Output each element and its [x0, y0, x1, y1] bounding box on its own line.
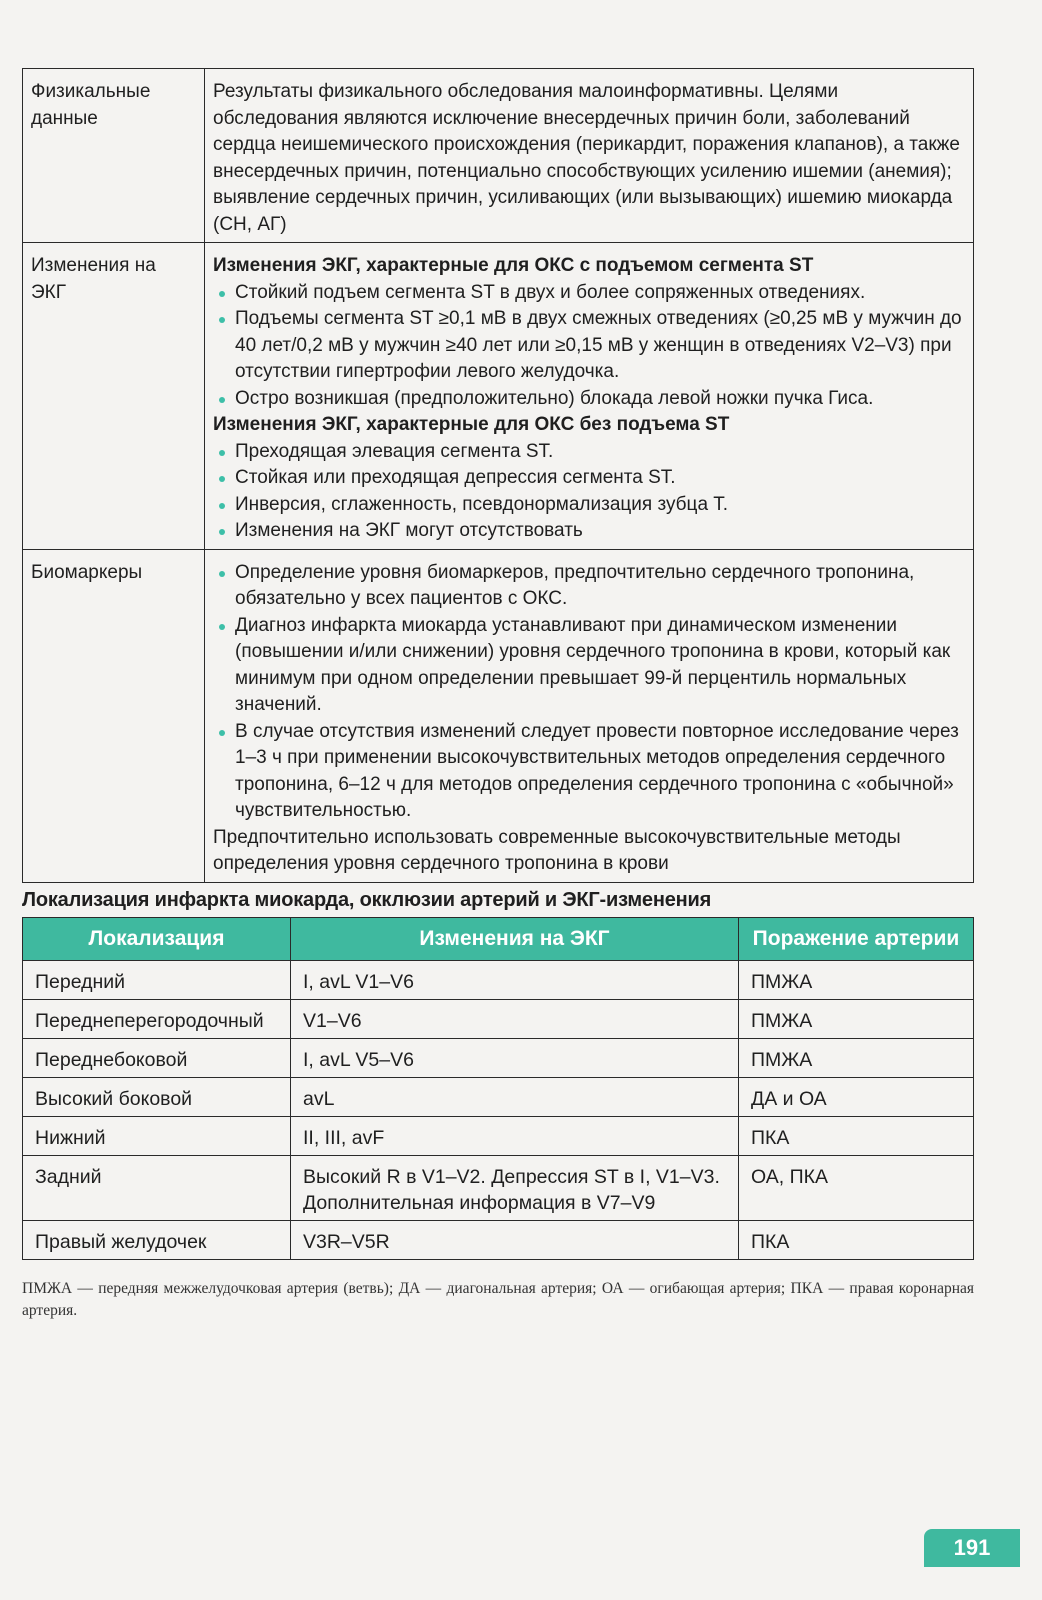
cell-artery: ПМЖА: [739, 1000, 974, 1039]
table-row: [23, 69, 974, 243]
ecg-no-st-elevation-list: [213, 439, 965, 545]
list-item: Стойкая или преходящая депрессия сегмента ST.: [213, 465, 965, 492]
table-row: [23, 1000, 974, 1039]
clinical-table: [22, 68, 974, 883]
cell-artery: ПКА: [739, 1221, 974, 1260]
table-row: [23, 243, 974, 550]
page-number: 191: [924, 1529, 1020, 1567]
biomarkers-note: Предпочтительно использовать современные высокочувствительные методы определения уровня сердечного тропонина в крови: [213, 826, 901, 874]
list-item: Остро возникшая (предположительно) блокада левой ножки пучка Гиса.: [213, 386, 965, 413]
ecg-st-elevation-header: Изменения ЭКГ, характерные для ОКС с подъемом сегмента ST: [213, 255, 814, 276]
localization-table: [22, 917, 974, 1260]
footnote: ПМЖА — передняя межжелудочковая артерия (ветвь); ДА — диагональная артерия; ОА — огибающая артерия; ПКА — правая коронарная артерия.: [22, 1280, 974, 1319]
row-text: Результаты физикального обследования малоинформативны. Целями обследования являются исключение внесердечных причин боли, заболеваний сердца неишемического происхождения (перикардит, поражения клапанов), а также внесердечных причин, потенциально способствующих усилению ишемии (анемия); выявление сердечных причин, усиливающих (или вызывающих) ишемию миокарда (СН, АГ): [205, 69, 974, 243]
table-row: [23, 1039, 974, 1078]
cell-artery: ДА и ОА: [739, 1078, 974, 1117]
ecg-st-elevation-list: [213, 280, 965, 413]
row-label: Биомаркеры: [23, 549, 205, 882]
list-item: Инверсия, сглаженность, псевдонормализация зубца T.: [213, 492, 965, 519]
list-item: Определение уровня биомаркеров, предпочтительно сердечного тропонина, обязательно у всех пациентов с ОКС.: [213, 560, 965, 613]
cell-ecg: V1–V6: [291, 1000, 739, 1039]
cell-ecg: V3R–V5R: [291, 1221, 739, 1260]
list-item: Подъемы сегмента ST ≥0,1 мВ в двух смежных отведениях (≥0,25 мВ у мужчин до 40 лет/0,2 мВ у мужчин ≥40 лет или ≥0,15 мВ у женщин в отведениях V2–V3) при отсутствии гипертрофии левого желудочка.: [213, 306, 965, 386]
cell-ecg: II, III, avF: [291, 1117, 739, 1156]
cell-ecg: avL: [291, 1078, 739, 1117]
table-row: [23, 961, 974, 1000]
section-title: Локализация инфаркта миокарда, окклюзии артерий и ЭКГ-изменения: [22, 889, 712, 911]
row-label: Изменения на ЭКГ: [23, 243, 205, 550]
column-header: Локализация: [23, 918, 291, 961]
ecg-no-st-elevation-header: Изменения ЭКГ, характерные для ОКС без подъема ST: [213, 414, 730, 435]
biomarkers-cell: [205, 549, 974, 882]
cell-localization: Переднебоковой: [23, 1039, 291, 1078]
cell-artery: ОА, ПКА: [739, 1156, 974, 1221]
table-row: [23, 1221, 974, 1260]
list-item: Изменения на ЭКГ могут отсутствовать: [213, 518, 965, 545]
cell-localization: Высокий боковой: [23, 1078, 291, 1117]
list-item: Стойкий подъем сегмента ST в двух и более сопряженных отведениях.: [213, 280, 965, 307]
cell-localization: Задний: [23, 1156, 291, 1221]
cell-localization: Нижний: [23, 1117, 291, 1156]
cell-ecg: Высокий R в V1–V2. Депрессия ST в I, V1–V3. Дополнительная информация в V7–V9: [291, 1156, 739, 1221]
biomarkers-list: [213, 560, 965, 825]
table-row: [23, 1117, 974, 1156]
ecg-changes-cell: [205, 243, 974, 550]
list-item: В случае отсутствия изменений следует провести повторное исследование через 1–3 ч при применении высокочувствительных методов определения сердечного тропонина, 6–12 ч для методов определения сердечного тропонина с «обычной» чувствительностью.: [213, 719, 965, 825]
cell-artery: ПМЖА: [739, 1039, 974, 1078]
cell-ecg: I, avL V5–V6: [291, 1039, 739, 1078]
row-label: Физикальные данные: [23, 69, 205, 243]
cell-localization: Передний: [23, 961, 291, 1000]
cell-localization: Переднеперегородочный: [23, 1000, 291, 1039]
table-header-row: [23, 918, 974, 961]
cell-artery: ПКА: [739, 1117, 974, 1156]
cell-localization: Правый желудочек: [23, 1221, 291, 1260]
list-item: Диагноз инфаркта миокарда устанавливают при динамическом изменении (повышении и/или снижении) уровня сердечного тропонина в крови, который как минимум при одном определении превышает 99-й перцентиль нормальных значений.: [213, 613, 965, 719]
column-header: Изменения на ЭКГ: [291, 918, 739, 961]
cell-artery: ПМЖА: [739, 961, 974, 1000]
table-row: [23, 1078, 974, 1117]
cell-ecg: I, avL V1–V6: [291, 961, 739, 1000]
table-row: [23, 549, 974, 882]
table-row: [23, 1156, 974, 1221]
list-item: Преходящая элевация сегмента ST.: [213, 439, 965, 466]
column-header: Поражение артерии: [739, 918, 974, 961]
